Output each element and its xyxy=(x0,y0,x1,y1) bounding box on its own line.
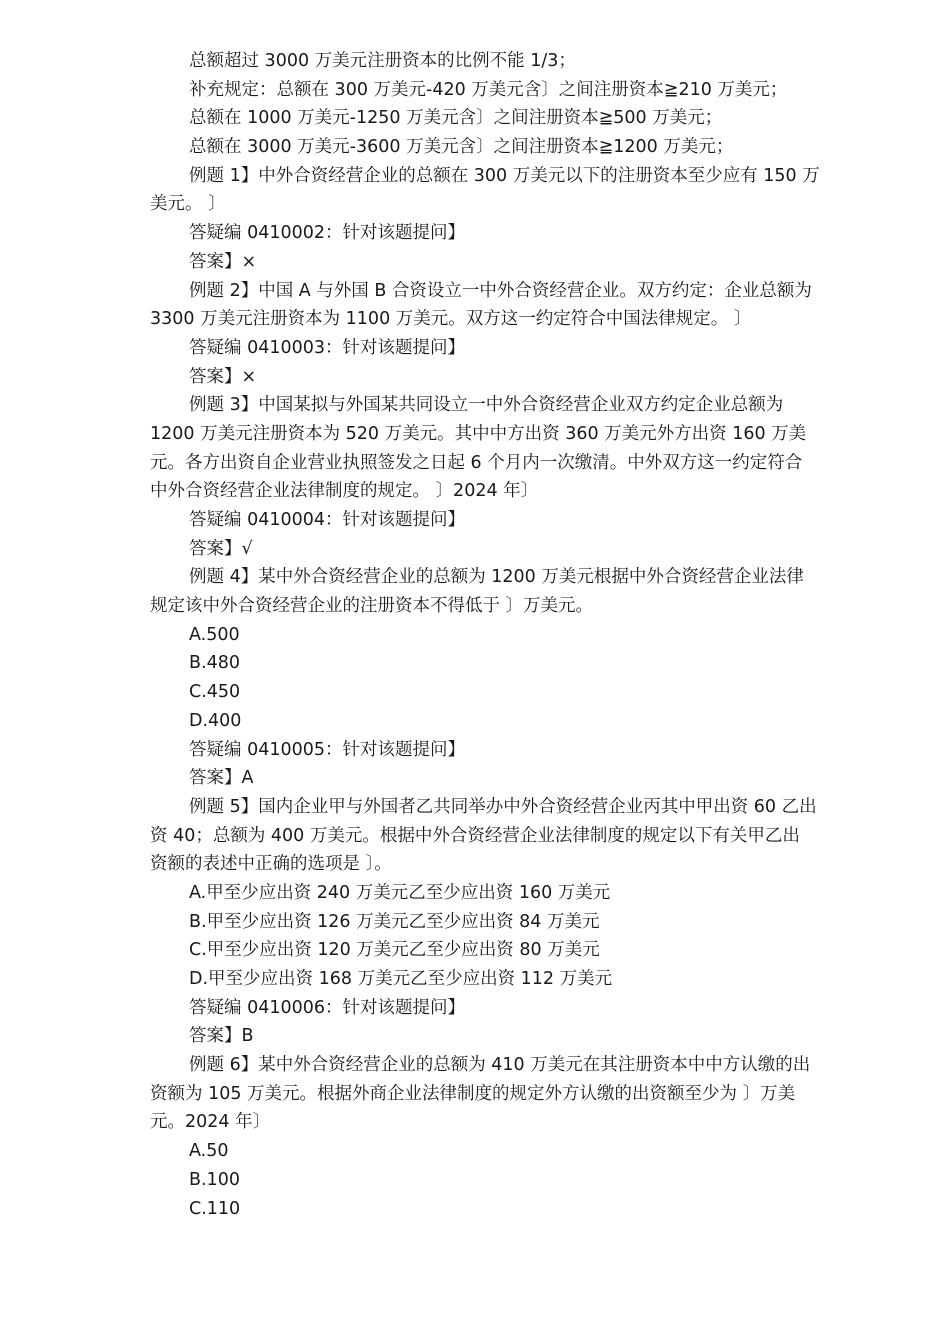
text-line: C.110 xyxy=(189,1198,241,1219)
text-line: 例题 4】某中外合资经营企业的总额为 1200 万美元根据中外合资经营企业法律 xyxy=(189,567,804,588)
text-line: 总额在 3000 万美元-3600 万美元含〕之间注册资本≧1200 万美元； xyxy=(189,137,734,158)
text-line: 元。2024 年〕 xyxy=(150,1112,271,1133)
text-line: 例题 5】国内企业甲与外国者乙共同举办中外合资经营企业丙其中甲出资 60 乙出 xyxy=(189,796,817,817)
text-line: 例题 1】中外合资经营企业的总额在 300 万美元以下的注册资本至少应有 150 万 xyxy=(189,165,820,186)
text-line: 答案】× xyxy=(189,251,257,272)
text-line: 答案】√ xyxy=(189,538,253,559)
text-line: 答疑编 0410003：针对该题提问】 xyxy=(189,337,466,358)
text-line: 答疑编 0410005：针对该题提问】 xyxy=(189,739,466,760)
document-page xyxy=(150,47,870,1223)
text-line: B.100 xyxy=(189,1169,240,1190)
text-line: 元。各方出资自企业营业执照签发之日起 6 个月内一次缴清。中外双方这一约定符合 xyxy=(150,452,803,473)
text-line: 美元。 〕 xyxy=(150,194,226,215)
text-line: A.50 xyxy=(189,1141,229,1162)
text-line: B.480 xyxy=(189,653,240,674)
text-line: C.甲至少应出资 120 万美元乙至少应出资 80 万美元 xyxy=(189,940,600,961)
text-line: 资额为 105 万美元。根据外商企业法律制度的规定外方认缴的出资额至少为 〕万美 xyxy=(150,1083,796,1104)
text-line: 例题 2】中国 A 与外国 B 合资设立一中外合资经营企业。双方约定：企业总额为 xyxy=(189,280,812,301)
text-line: C.450 xyxy=(189,682,241,703)
text-line: 资额的表述中正确的选项是 〕。 xyxy=(150,854,392,875)
text-line: A.500 xyxy=(189,624,240,645)
text-line: 答疑编 0410002：针对该题提问】 xyxy=(189,223,466,244)
text-line: 总额超过 3000 万美元注册资本的比例不能 1/3； xyxy=(189,51,576,71)
text-line: 答案】B xyxy=(189,1026,254,1047)
text-line: 答疑编 0410006：针对该题提问】 xyxy=(189,997,466,1018)
text-line: B.甲至少应出资 126 万美元乙至少应出资 84 万美元 xyxy=(189,911,600,932)
text-line: 3300 万美元注册资本为 1100 万美元。双方这一约定符合中国法律规定。 〕 xyxy=(150,309,752,330)
text-line: 例题 3】中国某拟与外国某共同设立一中外合资经营企业双方约定企业总额为 xyxy=(189,395,784,416)
text-line: 1200 万美元注册资本为 520 万美元。其中中方出资 360 万美元外方出资 160 万美 xyxy=(150,423,807,444)
text-line: A.甲至少应出资 240 万美元乙至少应出资 160 万美元 xyxy=(189,882,611,903)
text-line: D.甲至少应出资 168 万美元乙至少应出资 112 万美元 xyxy=(189,969,613,989)
text-line: 答疑编 0410004：针对该题提问】 xyxy=(189,510,466,530)
text-line: 中外合资经营企业法律制度的规定。 〕2024 年〕 xyxy=(150,481,539,502)
text-line: 答案】× xyxy=(189,366,257,387)
text-line: 补充规定：总额在 300 万美元-420 万美元含〕之间注册资本≧210 万美元； xyxy=(189,79,788,100)
text-line: 例题 6】某中外合资经营企业的总额为 410 万美元在其注册资本中中方认缴的出 xyxy=(189,1055,811,1076)
text-line: 规定该中外合资经营企业的注册资本不得低于 〕万美元。 xyxy=(150,596,594,617)
text-line: 总额在 1000 万美元-1250 万美元含〕之间注册资本≧500 万美元； xyxy=(189,108,723,129)
text-line: D.400 xyxy=(189,710,242,731)
text-line: 答案】A xyxy=(189,768,254,789)
text-line: 资 40；总额为 400 万美元。根据中外合资经营企业法律制度的规定以下有关甲乙出 xyxy=(150,825,800,846)
